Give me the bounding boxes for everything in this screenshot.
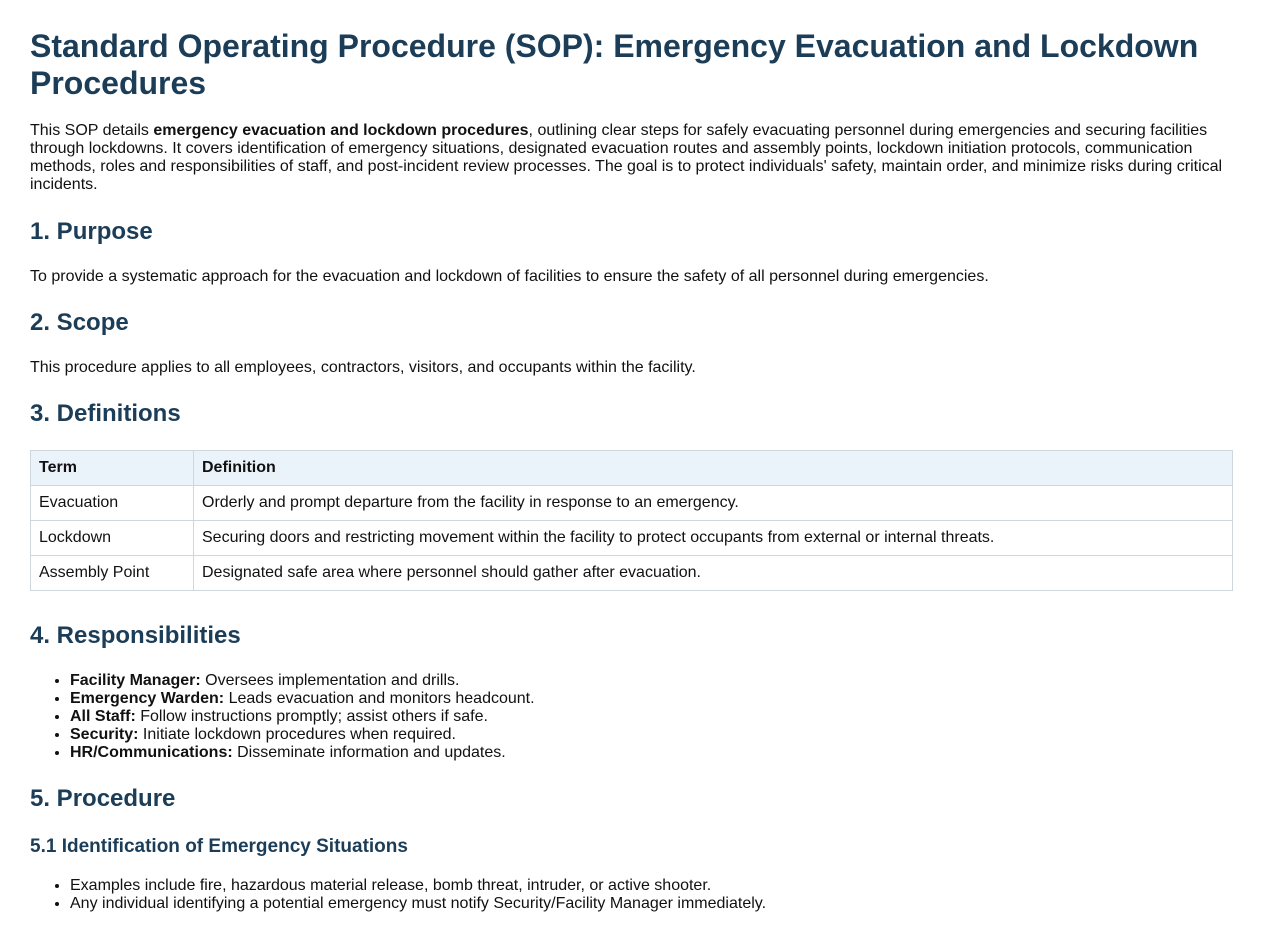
responsibilities-heading: 4. Responsibilities	[30, 622, 241, 649]
scope-text: This procedure applies to all employees, contractors, visitors, and occupants within the facility.	[30, 359, 696, 376]
role-description: Oversees implementation and drills.	[200, 672, 460, 689]
role-description: Initiate lockdown procedures when required.	[138, 726, 456, 743]
procedure-heading: 5. Procedure	[30, 785, 176, 812]
table-header-row	[31, 451, 1233, 486]
list-item	[70, 690, 1233, 708]
table-row	[31, 486, 1233, 521]
responsibilities-list	[30, 672, 1233, 762]
table-row	[31, 521, 1233, 556]
role-label: Emergency Warden:	[70, 690, 225, 707]
term-cell: Assembly Point	[31, 556, 194, 591]
definitions-table	[30, 450, 1233, 591]
list-item	[70, 744, 1233, 762]
role-label: All Staff:	[70, 708, 136, 725]
intro-bold: emergency evacuation and lockdown procedures	[153, 122, 529, 139]
column-header-definition: Definition	[194, 451, 1233, 486]
scope-heading: 2. Scope	[30, 309, 129, 336]
purpose-heading: 1. Purpose	[30, 218, 153, 245]
purpose-text: To provide a systematic approach for the evacuation and lockdown of facilities to ensure the safety of all personnel during emergencies.	[30, 268, 989, 285]
term-cell: Lockdown	[31, 521, 194, 556]
definition-cell: Orderly and prompt departure from the facility in response to an emergency.	[194, 486, 1233, 521]
identification-list	[30, 877, 1233, 913]
list-item	[70, 726, 1233, 744]
definition-cell: Securing doors and restricting movement within the facility to protect occupants from external or internal threats.	[194, 521, 1233, 556]
role-description: Leads evacuation and monitors headcount.	[224, 690, 535, 707]
intro-prefix: This SOP details	[30, 122, 154, 139]
definition-cell: Designated safe area where personnel should gather after evacuation.	[194, 556, 1233, 591]
intro-paragraph	[30, 122, 1233, 194]
list-item	[70, 708, 1233, 726]
page-title: Standard Operating Procedure (SOP): Emergency Evacuation and Lockdown Procedures	[30, 28, 1199, 101]
role-label: Security:	[70, 726, 139, 743]
role-description: Follow instructions promptly; assist others if safe.	[135, 708, 488, 725]
role-label: Facility Manager:	[70, 672, 201, 689]
column-header-term: Term	[31, 451, 194, 486]
role-label: HR/Communications:	[70, 744, 233, 761]
list-item: • Examples include fire, hazardous material release, bomb threat, intruder, or active shooter.	[70, 877, 1233, 895]
role-description: Disseminate information and updates.	[232, 744, 506, 761]
definitions-heading: 3. Definitions	[30, 400, 181, 427]
term-cell: Evacuation	[31, 486, 194, 521]
identification-subheading: 5.1 Identification of Emergency Situations	[30, 836, 408, 857]
table-row	[31, 556, 1233, 591]
list-item: • Any individual identifying a potential emergency must notify Security/Facility Manager immediately.	[70, 895, 1233, 913]
intro-suffix: , outlining clear steps for safely evacuating personnel during emergencies and securing facilities through lockdowns. It covers identification of emergency situations, designated evacuation routes and assembly points, lockdown initiation protocols, communication methods, roles and responsibilities of staff, and post-incident review processes. The goal is to protect individuals' safety, maintain order, and minimize risks during critical incidents.	[30, 122, 1223, 193]
document	[0, 28, 1263, 913]
list-item	[70, 672, 1233, 690]
